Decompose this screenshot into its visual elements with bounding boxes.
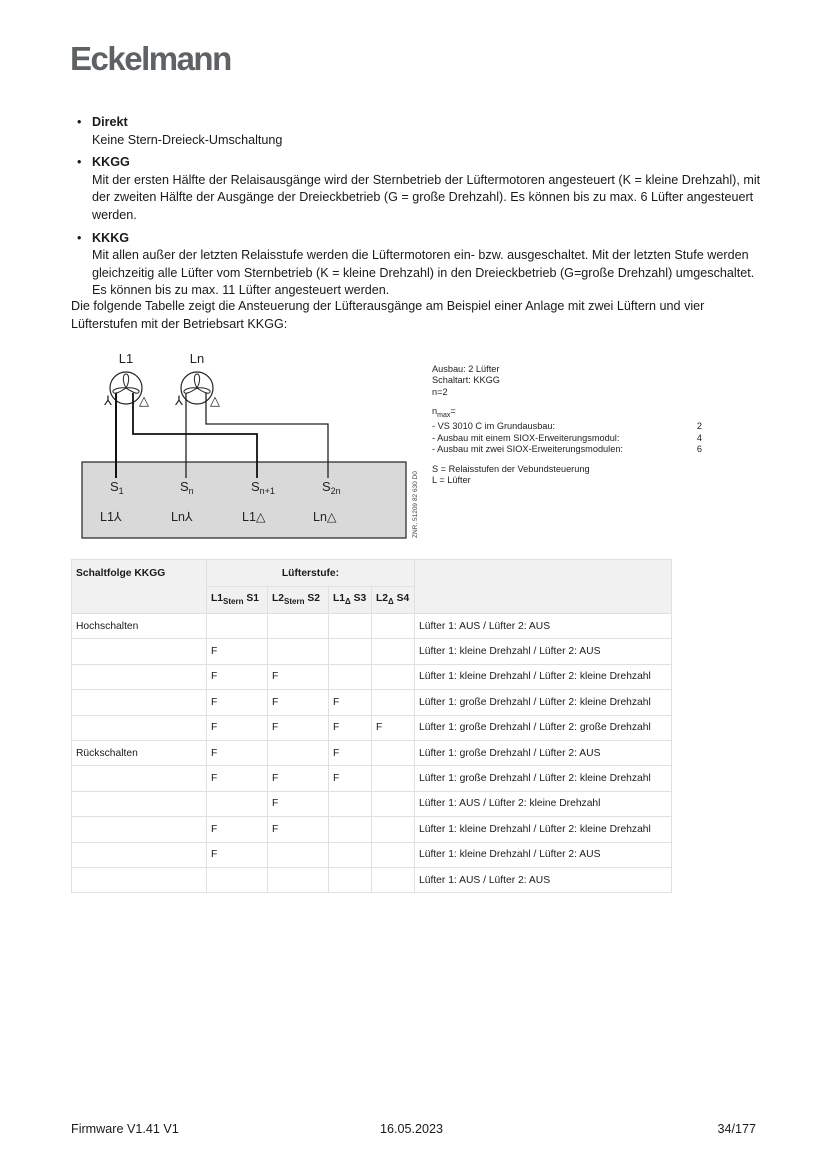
- drawing-id: ZNR. 51209 82 630 D0: [412, 471, 419, 538]
- table-row: [72, 664, 672, 689]
- cell-s4: [372, 664, 415, 689]
- header-schaltfolge: Schaltfolge KKGG: [72, 560, 207, 614]
- cell-desc: Lüfter 1: große Drehzahl / Lüfter 2: große Drehzahl: [415, 715, 672, 740]
- item-title: KKGG: [92, 155, 130, 170]
- cell-s3: [329, 614, 372, 639]
- cell-desc: Lüfter 1: AUS / Lüfter 2: kleine Drehzahl: [415, 791, 672, 816]
- legend-row: - VS 3010 C im Grundausbau: 2: [432, 421, 702, 432]
- eckelmann-logo: Eckelmann: [70, 40, 231, 77]
- table-row: [72, 639, 672, 664]
- intro-paragraph: Die folgende Tabelle zeigt die Ansteuerung der Lüfterausgänge am Beispiel einer Anlage mit zwei Lüftern und vier Lüfterstufen mit der Betriebsart KKGG:: [71, 299, 705, 331]
- legend-row: - Ausbau mit zwei SIOX-Erweiterungsmodulen: 6: [432, 444, 702, 455]
- item-text: Mit der ersten Hälfte der Relaisausgänge wird der Sternbetrieb der Lüftermotoren angesteuert (K = kleine Drehzahl), mit der zweiten Hälfte der Ausgänge der Dreieckbetrieb (G = große Drehzahl). Es können bis zu max. 6 Lüfter angesteuert werden.: [92, 172, 761, 222]
- cell-s3: [329, 842, 372, 867]
- legend-nmax: $n_{max}=$: [432, 406, 456, 420]
- svg-text:Sn+1: $S_{n+1}$: [251, 479, 275, 496]
- item-text: Keine Stern-Dreieck-Umschaltung: [92, 132, 283, 147]
- svg-text:Ln△: Ln△: [313, 510, 337, 524]
- bullet-icon: •: [77, 115, 82, 129]
- cell-s1: [207, 791, 268, 816]
- header-col-s3: $L1_\Delta$ S3: [329, 587, 372, 614]
- cell-s1: F: [207, 664, 268, 689]
- cell-s3: [329, 639, 372, 664]
- cell-s2: F: [268, 715, 329, 740]
- cell-desc: Lüfter 1: AUS / Lüfter 2: AUS: [415, 614, 672, 639]
- cell-desc: Lüfter 1: kleine Drehzahl / Lüfter 2: kleine Drehzahl: [415, 664, 672, 689]
- cell-s2: F: [268, 791, 329, 816]
- footer-page-number: 34/177: [717, 1122, 756, 1136]
- diagram-legend: [432, 364, 702, 486]
- cell-label: [72, 817, 207, 842]
- cell-s2: [268, 614, 329, 639]
- cell-s4: [372, 817, 415, 842]
- delta-symbol-icon: △: [210, 393, 220, 408]
- legend-ausbau: Ausbau: 2 Lüfter: [432, 364, 500, 374]
- legend-schaltart: Schaltart: KKGG: [432, 375, 500, 386]
- table-row: [72, 867, 672, 892]
- delta-symbol-icon: △: [139, 393, 149, 408]
- table-row: [72, 614, 672, 639]
- cell-label: [72, 639, 207, 664]
- relay-box: [82, 462, 406, 538]
- cell-s4: [372, 614, 415, 639]
- cell-s1: F: [207, 766, 268, 791]
- cell-label: [72, 842, 207, 867]
- list-item-kkgg: [77, 154, 767, 224]
- cell-s1: [207, 867, 268, 892]
- cell-s3: F: [329, 715, 372, 740]
- cell-s2: [268, 867, 329, 892]
- bullet-icon: •: [77, 155, 82, 170]
- cell-s2: [268, 842, 329, 867]
- cell-label: Hochschalten: [72, 614, 207, 639]
- legend-n: n=2: [432, 386, 448, 397]
- cell-s3: [329, 664, 372, 689]
- cell-s4: [372, 766, 415, 791]
- fan-label-ln: Ln: [189, 351, 205, 366]
- svg-text:Ln⅄: Ln⅄: [171, 510, 193, 524]
- cell-s1: [207, 614, 268, 639]
- cell-s2: F: [268, 690, 329, 715]
- footer-date: 16.05.2023: [380, 1122, 444, 1136]
- cell-label: [72, 766, 207, 791]
- table-row: [72, 766, 672, 791]
- table-row: [72, 740, 672, 765]
- table-row: [72, 690, 672, 715]
- cell-s1: F: [207, 715, 268, 740]
- cell-desc: Lüfter 1: kleine Drehzahl / Lüfter 2: kleine Drehzahl: [415, 817, 672, 842]
- table-row: [72, 791, 672, 816]
- svg-text:S2n: $S_{2n}$: [322, 479, 341, 496]
- legend-row: - Ausbau mit einem SIOX-Erweiterungsmodul: 4: [432, 432, 702, 443]
- fan-icon: [110, 372, 142, 404]
- cell-s1: F: [207, 817, 268, 842]
- cell-label: [72, 867, 207, 892]
- header-col-s1: $L1_{Stern}$ S1: [207, 587, 268, 614]
- item-text: Mit allen außer der letzten Relaisstufe werden die Lüftermotoren ein- bzw. ausgeschaltet. Mit der letzten Stufe werden gleichzeitig alle Lüfter vom Sternbetrieb (K = kleine Drehzahl) in den Dreieckbetrieb (G=große Drehzahl) umgeschaltet. Es können bis zu max. 11 Lüfter angesteuert werden.: [92, 248, 755, 298]
- cell-s3: F: [329, 766, 372, 791]
- cell-s4: [372, 791, 415, 816]
- header-luefterstufe: Lüfterstufe:: [207, 560, 415, 587]
- header-description: [415, 560, 672, 614]
- list-item-kkkg: [77, 230, 767, 300]
- table-row: [72, 817, 672, 842]
- svg-text:Sn: $S_n$: [180, 479, 194, 496]
- svg-text:L1△: L1△: [242, 510, 266, 524]
- cell-label: Rückschalten: [72, 740, 207, 765]
- cell-s4: [372, 842, 415, 867]
- cell-s3: F: [329, 740, 372, 765]
- list-item-direkt: [77, 114, 767, 149]
- cell-desc: Lüfter 1: AUS / Lüfter 2: AUS: [415, 867, 672, 892]
- star-symbol-icon: ⅄: [104, 393, 112, 408]
- fan-label-l1: L1: [118, 351, 134, 366]
- svg-text:S1: $S_1$: [110, 479, 124, 496]
- cell-label: [72, 715, 207, 740]
- cell-s3: F: [329, 690, 372, 715]
- table-row: [72, 842, 672, 867]
- legend-l-def: L = Lüfter: [432, 475, 471, 486]
- cell-s1: F: [207, 639, 268, 664]
- cell-s4: [372, 740, 415, 765]
- cell-label: [72, 690, 207, 715]
- cell-desc: Lüfter 1: große Drehzahl / Lüfter 2: kleine Drehzahl: [415, 690, 672, 715]
- cell-desc: Lüfter 1: kleine Drehzahl / Lüfter 2: AUS: [415, 842, 672, 867]
- cell-s4: F: [372, 715, 415, 740]
- svg-text:L1⅄: L1⅄: [100, 510, 122, 524]
- table-row: [72, 715, 672, 740]
- cell-desc: Lüfter 1: kleine Drehzahl / Lüfter 2: AUS: [415, 639, 672, 664]
- cell-s2: F: [268, 664, 329, 689]
- legend-s-def: S = Relaisstufen der Vebundsteuerung: [432, 463, 590, 474]
- cell-s1: F: [207, 842, 268, 867]
- header-col-s4: $L2_\Delta$ S4: [372, 587, 415, 614]
- switching-sequence-table: [71, 559, 672, 893]
- cell-s3: [329, 867, 372, 892]
- star-symbol-icon: ⅄: [175, 393, 183, 408]
- item-title: Direkt: [92, 115, 128, 129]
- cell-s2: F: [268, 817, 329, 842]
- item-title: KKKG: [92, 230, 130, 245]
- cell-desc: Lüfter 1: große Drehzahl / Lüfter 2: AUS: [415, 740, 672, 765]
- cell-label: [72, 664, 207, 689]
- footer-firmware: Firmware V1.41 V1: [71, 1122, 179, 1136]
- cell-label: [72, 791, 207, 816]
- header-col-s2: $L2_{Stern}$ S2: [268, 587, 329, 614]
- cell-desc: Lüfter 1: große Drehzahl / Lüfter 2: kleine Drehzahl: [415, 766, 672, 791]
- cell-s2: [268, 740, 329, 765]
- cell-s1: F: [207, 690, 268, 715]
- bullet-icon: •: [77, 230, 82, 245]
- wiring-diagram: [70, 345, 430, 545]
- cell-s2: [268, 639, 329, 664]
- cell-s4: [372, 639, 415, 664]
- cell-s1: F: [207, 740, 268, 765]
- cell-s3: [329, 791, 372, 816]
- mode-list: [77, 114, 767, 305]
- cell-s2: F: [268, 766, 329, 791]
- cell-s4: [372, 690, 415, 715]
- cell-s3: [329, 817, 372, 842]
- cell-s4: [372, 867, 415, 892]
